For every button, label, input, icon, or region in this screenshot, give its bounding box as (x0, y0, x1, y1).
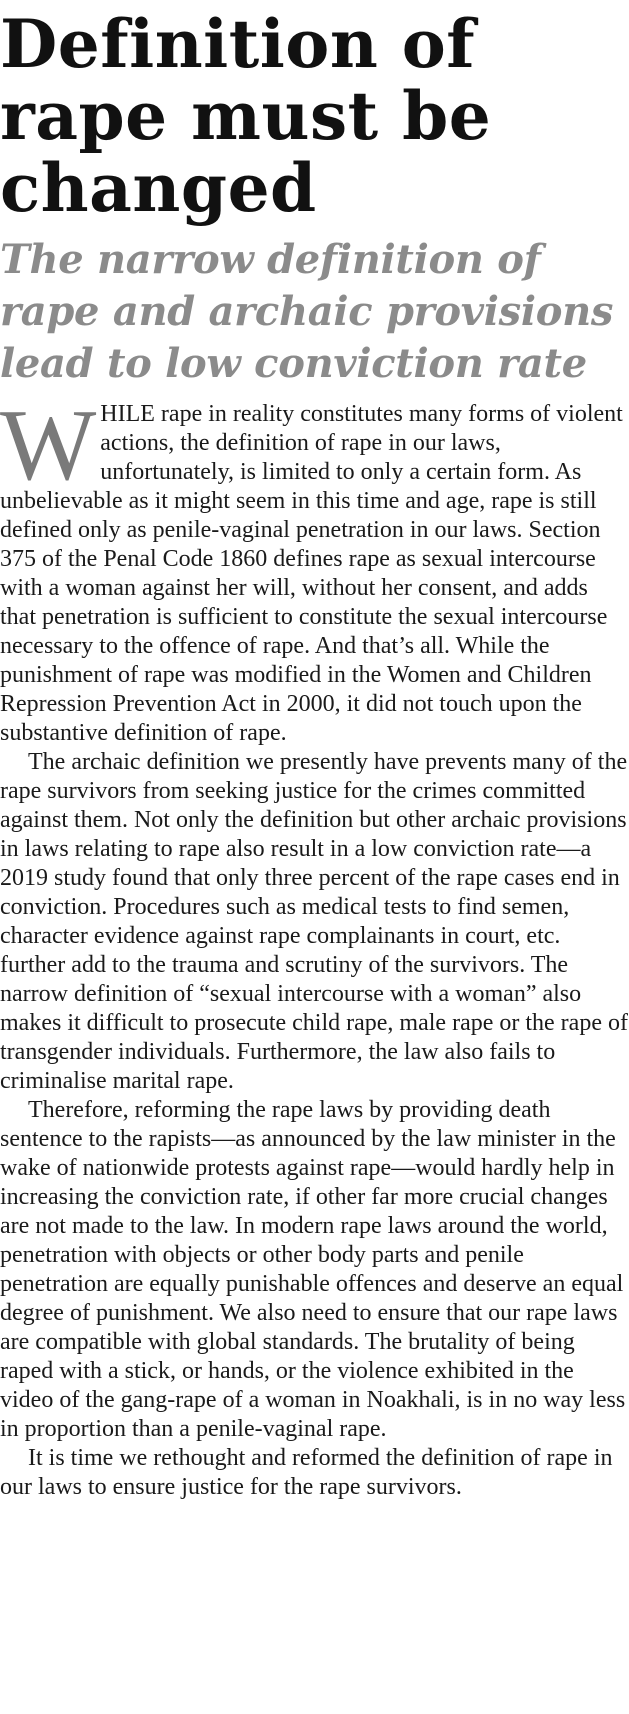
paragraph-1 (0, 389, 629, 748)
article-body (0, 389, 629, 1502)
subheadline: The narrow definition of rape and archaic provisions lead to low conviction rate (0, 236, 614, 387)
drop-cap: W (0, 389, 97, 502)
paragraph-1-text: HILE rape in reality constitutes many forms of violent actions, the definition of rape in our laws, unfortunately, is limited to only a certain form. As unbelievable as it might seem in this time and age, rape is still defined only as penile-vaginal penetration in our laws. Section 375 of the Penal Code 1860 defines rape as sexual intercourse with a woman against her will, without her consent, and adds that penetration is sufficient to constitute the sexual intercourse necessary to the offence of rape. And that’s all. While the punishment of rape was modified in the Women and Children Repression Prevention Act in 2000, it did not touch upon the substantive definition of rape. (0, 401, 623, 746)
paragraph-4: It is time we rethought and reformed the definition of rape in our laws to ensure justice for the rape survivors. (0, 1445, 613, 1500)
paragraph-3: Therefore, reforming the rape laws by providing death sentence to the rapists—as announced by the law minister in the wake of nationwide protests against rape—would hardly help in increasing the conviction rate, if other far more crucial changes are not made to the law. In modern rape laws around the world, penetration with objects or other body parts and penile penetration are equally punishable offences and deserve an equal degree of punishment. We also need to ensure that our rape laws are compatible with global standards. The brutality of being raped with a stick, or hands, or the violence exhibited in the video of the gang-rape of a woman in Noakhali, is in no way less in proportion than a penile-vaginal rape. (0, 1097, 626, 1442)
paragraph-2: The archaic definition we presently have prevents many of the rape survivors from seeking justice for the crimes committed against them. Not only the definition but other archaic provisions in laws relating to rape also result in a low conviction rate—a 2019 study found that only three percent of the rape cases end in conviction. Procedures such as medical tests to find semen, character evidence against rape complainants in court, etc. further add to the trauma and scrutiny of the survivors. The narrow definition of “sexual intercourse with a woman” also makes it difficult to prosecute child rape, male rape or the rape of transgender individuals. Furthermore, the law also fails to criminalise marital rape. (0, 749, 628, 1094)
headline: Definition of rape must be changed (0, 5, 492, 227)
